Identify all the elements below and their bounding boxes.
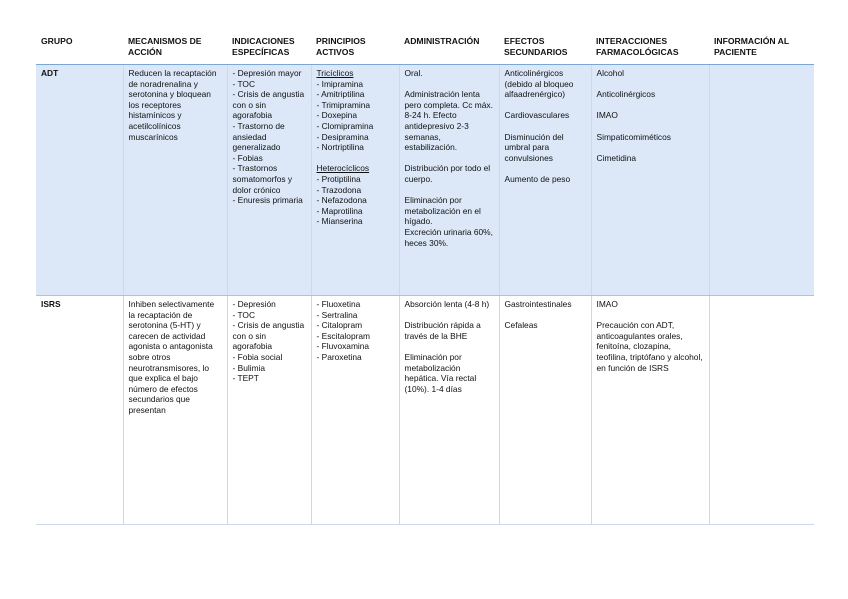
- list-item: - Fobias: [232, 152, 263, 163]
- cell-mecanismo: Reducen la recaptación de noradrenalina y serotonina y bloquean los receptores histamínicos y acetilcolínicos muscarínicos: [123, 65, 227, 296]
- cell-principios: [311, 296, 399, 525]
- cell-indicaciones: [227, 296, 311, 525]
- paragraph: Excreción urinaria 60%, heces 30%.: [404, 226, 493, 248]
- list-item: - Fluoxetina: [316, 299, 361, 309]
- list-item: - Amitriptilina: [316, 89, 365, 100]
- subheading-triciclicos: Tricíclicos: [316, 68, 354, 78]
- list-item: - Imipramina: [316, 78, 364, 89]
- cell-indicaciones: [227, 65, 311, 296]
- paragraph: Eliminación por metabolización hepática. Vía rectal (10%). 1-4 días: [404, 351, 477, 394]
- cell-informacion: [709, 65, 814, 296]
- list-item: - Bulimia: [232, 362, 266, 373]
- subheading-heterociclicos: Heterocíclicos: [316, 163, 370, 174]
- paragraph: Administración lenta pero completa. Cc máx. 8-24 h. Efecto antidepresivo 2-3 semanas, estabilización.: [404, 89, 493, 153]
- cell-interacciones: [591, 65, 709, 296]
- table-row: [36, 296, 814, 525]
- list-item: - Maprotilina: [316, 205, 363, 216]
- paragraph: Aumento de peso: [504, 173, 571, 184]
- paragraph: IMAO: [596, 299, 618, 309]
- header-grupo: GRUPO: [36, 34, 123, 65]
- paragraph: Gastrointestinales: [504, 299, 572, 309]
- list-item: - Sertralina: [316, 309, 358, 320]
- cell-grupo: ISRS: [36, 296, 123, 525]
- list-item: - Desipramina: [316, 131, 369, 142]
- header-interacciones: INTERACCIONES FARMACOLÓGICAS: [591, 34, 709, 65]
- list-item: - TOC: [232, 78, 255, 89]
- paragraph: Simpaticomiméticos: [596, 131, 671, 142]
- cell-administracion: [399, 296, 499, 525]
- list-item: - Clomipramina: [316, 120, 374, 131]
- header-mecanismos: MECANISMOS DE ACCIÓN: [123, 34, 227, 65]
- list-item: - Enuresis primaria: [232, 195, 303, 206]
- cell-principios: [311, 65, 399, 296]
- paragraph: Distribución por todo el cuerpo.: [404, 163, 491, 184]
- paragraph: Absorción lenta (4-8 h): [404, 299, 490, 309]
- list-item: - TOC: [232, 309, 255, 320]
- paragraph: Oral.: [404, 68, 423, 78]
- list-item: - Trastornos somatomorfos y dolor crónico: [232, 163, 293, 195]
- header-indicaciones: INDICACIONES ESPECÍFICAS: [227, 34, 311, 65]
- paragraph: Cardiovasculares: [504, 110, 570, 121]
- list-item: - Depresión: [232, 299, 276, 309]
- header-administracion: ADMINISTRACIÓN: [399, 34, 499, 65]
- table-row: [36, 65, 814, 296]
- paragraph: Anticolinérgicos: [596, 89, 656, 100]
- list-item: - Mianserina: [316, 216, 363, 227]
- list-item: - Paroxetina: [316, 351, 362, 362]
- paragraph: Precaución con ADT, anticoagulantes orales, fenitoína, clozapina, teofilina, triptófano y alcohol, en función de ISRS: [596, 320, 703, 373]
- paragraph: Cefaleas: [504, 320, 538, 331]
- list-item: - Trimipramina: [316, 99, 371, 110]
- list-item: - TEPT: [232, 373, 259, 384]
- paragraph: Anticolinérgicos (debido al bloqueo alfaadrenérgico): [504, 68, 574, 100]
- cell-efectos: [499, 65, 591, 296]
- header-row: [36, 34, 814, 65]
- list-item: - Trazodona: [316, 184, 362, 195]
- cell-administracion: [399, 65, 499, 296]
- drug-table: [36, 34, 814, 525]
- list-item: - Crisis de angustia con o sin agorafobia: [232, 89, 305, 121]
- paragraph: IMAO: [596, 110, 618, 121]
- document-page: [36, 34, 814, 525]
- paragraph: Alcohol: [596, 68, 624, 78]
- list-item: - Fobia social: [232, 351, 283, 362]
- list-item: - Crisis de angustia con o sin agorafobia: [232, 320, 305, 352]
- header-informacion: INFORMACIÓN AL PACIENTE: [709, 34, 814, 65]
- paragraph: Distribución rápida a través de la BHE: [404, 320, 481, 341]
- cell-interacciones: [591, 296, 709, 525]
- paragraph: Disminución del umbral para convulsiones: [504, 131, 564, 163]
- list-item: - Depresión mayor: [232, 68, 302, 78]
- paragraph: Cimetidina: [596, 152, 637, 163]
- list-item: - Citalopram: [316, 320, 363, 331]
- list-item: - Trastorno de ansiedad generalizado: [232, 120, 285, 153]
- list-item: - Nefazodona: [316, 195, 367, 206]
- header-principios: PRINCIPIOS ACTIVOS: [311, 34, 399, 65]
- list-item: - Protiptilina: [316, 173, 361, 184]
- cell-grupo: ADT: [36, 65, 123, 296]
- cell-informacion: [709, 296, 814, 525]
- header-efectos: EFECTOS SECUNDARIOS: [499, 34, 591, 65]
- list-item: - Escitalopram: [316, 330, 371, 341]
- list-item: - Doxepina: [316, 110, 358, 121]
- list-item: - Nortriptilina: [316, 142, 364, 153]
- paragraph: Eliminación por metabolización en el hígado.: [404, 195, 481, 227]
- cell-mecanismo: Inhiben selectivamente la recaptación de serotonina (5-HT) y carecen de actividad agonista o antagonista sobre otros neurotransmisores, lo que explica el bajo número de efectos secundarios que presentan: [123, 296, 227, 525]
- cell-efectos: [499, 296, 591, 525]
- list-item: - Fluvoxamina: [316, 341, 370, 352]
